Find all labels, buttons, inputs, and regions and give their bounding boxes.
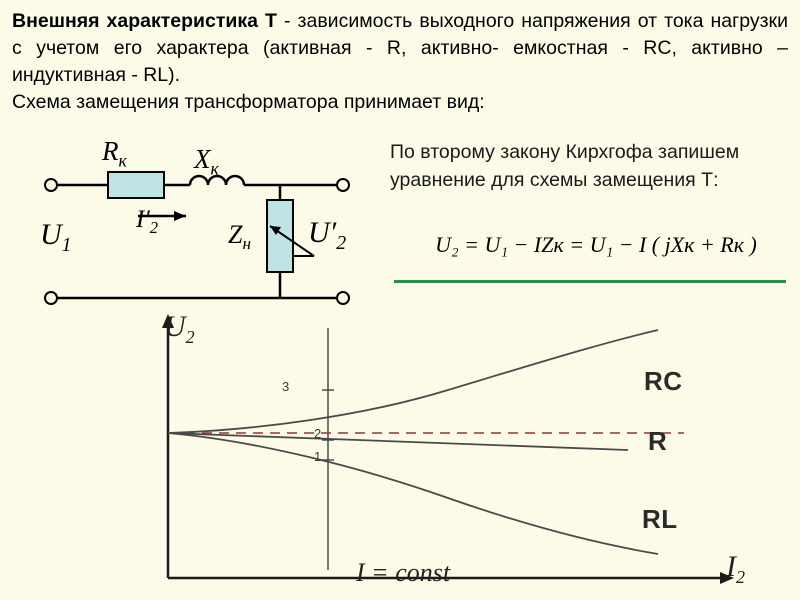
output-voltage-label: $U'_2$ (308, 216, 347, 254)
chart-svg (128, 308, 788, 596)
series-label-r: R (648, 426, 668, 456)
intro-rest: - зависимость выходного напряжения от тока нагрузки с учетом его характера (активная - R, активно- емкостная - RC, активно – индуктивная - RL). (12, 10, 788, 86)
y-tick-3: 3 (282, 379, 290, 394)
y-tick-1: 1 (314, 449, 322, 464)
series-label-rc: RC (644, 366, 683, 396)
external-characteristic-chart (128, 308, 788, 596)
y-tick-2: 2 (314, 426, 322, 441)
load-impedance-label: $Z_н$ (228, 220, 251, 254)
load-current-label: $I'_2$ (136, 206, 159, 237)
chart-x-axis-label: $I_2$ (726, 550, 745, 587)
series-label-rl: RL (642, 504, 678, 534)
reactance-label: $X_к$ (194, 144, 219, 179)
intro-line2: Схема замещения трансформатора принимает вид: (12, 91, 485, 113)
resistor-label: $R_к$ (102, 136, 127, 171)
equivalent-circuit-diagram (18, 130, 378, 320)
kirchhoff-text: По второму закону Кирхгофа запишем уравнение для схемы замещения Т: (390, 141, 740, 191)
chart-y-axis-label: $U_2$ (164, 310, 195, 347)
intro-lead: Внешняя характеристика Т (12, 10, 277, 32)
voltage-equation: U₂ = U₁ − IZк = U₁ − I ( jXк + Rк ) (435, 232, 757, 257)
chart-annotation: I = const (356, 558, 451, 587)
green-divider (394, 280, 786, 283)
intro-paragraph (12, 8, 788, 116)
input-voltage-label: $U_1$ (40, 218, 72, 256)
